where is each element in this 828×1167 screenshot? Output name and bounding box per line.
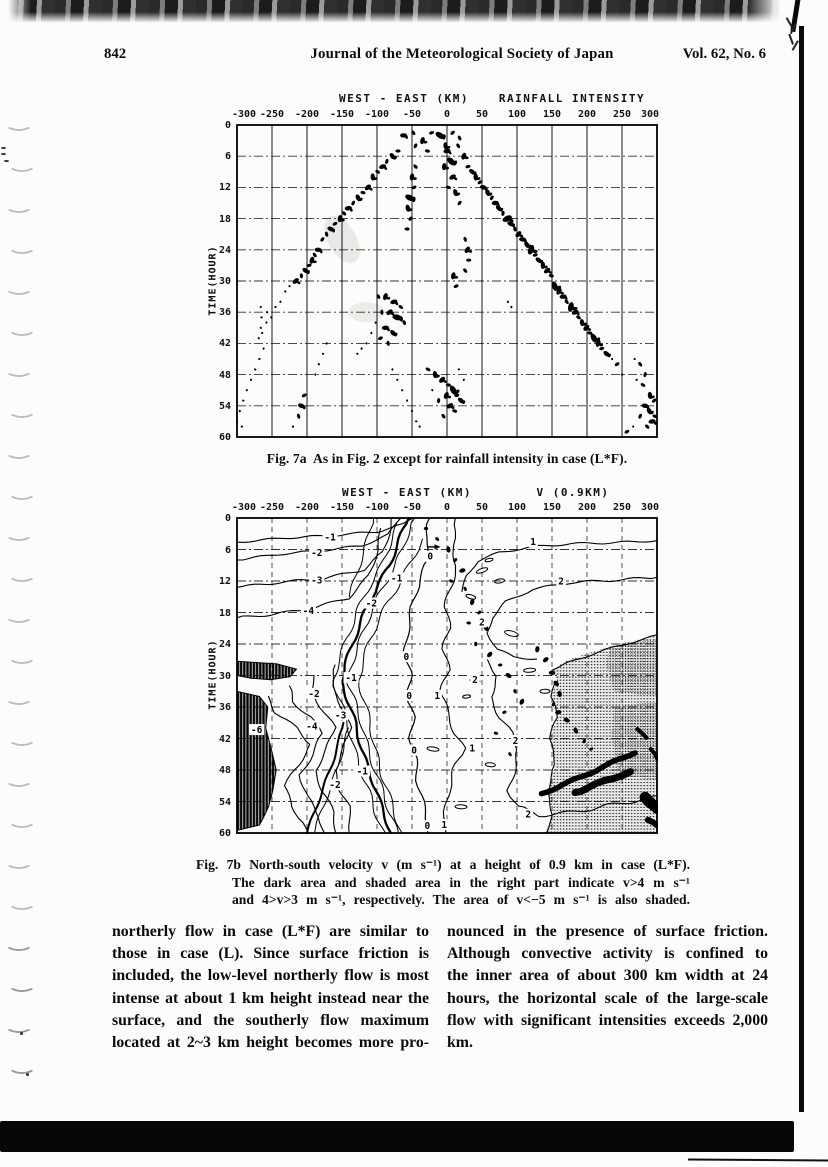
svg-text:-2: -2 xyxy=(308,688,320,700)
x-tick-label: 250 xyxy=(612,502,632,513)
binding-hole xyxy=(5,608,33,623)
y-tick-label: 24 xyxy=(218,244,231,256)
y-tick-label: 6 xyxy=(224,151,231,163)
x-tick-label: -50 xyxy=(402,502,422,513)
svg-text:-1: -1 xyxy=(390,573,403,585)
body-text-line: intense at about 1 km height instead near the xyxy=(112,989,429,1007)
svg-text:1: 1 xyxy=(441,820,448,831)
binding-hole xyxy=(8,403,36,418)
body-text-line: included, the low-level northerly flow is most xyxy=(112,967,429,985)
scan-hairline xyxy=(688,1159,828,1162)
binding-hole xyxy=(8,649,36,664)
y-tick-label: 60 xyxy=(218,432,231,443)
binding-hole xyxy=(5,526,33,541)
ink-speck xyxy=(26,1073,29,1076)
journal-title: Journal of the Meteorological Society of Japan xyxy=(310,46,614,62)
margin-speck xyxy=(1,147,6,149)
binding-hole xyxy=(5,772,33,787)
y-tick-label: 6 xyxy=(224,544,231,556)
binding-hole xyxy=(5,198,33,213)
svg-text:1: 1 xyxy=(530,537,536,549)
svg-text:2: 2 xyxy=(512,736,519,747)
y-tick-label: 48 xyxy=(218,765,231,776)
y-tick-label: 12 xyxy=(218,182,231,194)
svg-text:-1: -1 xyxy=(345,673,357,684)
fig7a-caption: Fig. 7a As in Fig. 2 except for rainfall intensity in case (L*F). xyxy=(266,451,628,466)
y-tick-label: 18 xyxy=(218,607,231,619)
x-tick-label: 250 xyxy=(612,109,632,120)
x-tick-label: 300 xyxy=(640,502,660,513)
y-tick-label: 42 xyxy=(218,338,231,350)
x-tick-label: -150 xyxy=(329,109,355,120)
margin-speck xyxy=(1,153,6,155)
binding-hole xyxy=(5,854,33,869)
svg-text:0: 0 xyxy=(403,652,410,663)
svg-text:-4: -4 xyxy=(302,605,315,617)
y-tick-label: 30 xyxy=(218,276,231,287)
scan-noise-band xyxy=(8,0,780,24)
binding-hole xyxy=(8,567,36,582)
binding-hole xyxy=(8,321,36,336)
fig7b-caption-line: The dark area and shaded area in the right part indicate v>4 m s⁻¹ xyxy=(232,874,690,890)
x-tick-label: 200 xyxy=(577,109,597,120)
binding-hole xyxy=(5,280,33,295)
scan-black-bar xyxy=(0,1121,794,1152)
x-tick-label: -50 xyxy=(402,109,422,120)
svg-text:-2: -2 xyxy=(365,598,378,610)
fig7b-caption-line: Fig. 7b North-south velocity v (m s⁻¹) at a height of 0.9 km in case (L*F). xyxy=(196,857,690,872)
x-tick-label: 50 xyxy=(475,502,489,513)
y-tick-label: 36 xyxy=(218,702,231,713)
page-header xyxy=(0,46,828,66)
x-tick-label: 100 xyxy=(507,502,527,513)
volume-issue: Vol. 62, No. 6 xyxy=(682,46,766,62)
body-text-line: northerly flow in case (L*F) are similar to xyxy=(112,923,429,940)
svg-text:2: 2 xyxy=(472,675,478,687)
y-tick-label: 36 xyxy=(218,307,231,319)
x-tick-label: 100 xyxy=(507,109,527,120)
x-tick-label: -200 xyxy=(294,109,320,120)
fig7b-caption-line: and 4>v>3 m s⁻¹, respectively. The area of v<−5 m s⁻¹ is also shaded. xyxy=(232,892,690,907)
x-tick-label: 150 xyxy=(542,109,562,120)
y-tick-label: 54 xyxy=(218,400,231,412)
binding-hole xyxy=(8,1059,36,1074)
binding-hole xyxy=(5,362,33,377)
body-text-line: km. xyxy=(447,1034,473,1052)
svg-text:-4: -4 xyxy=(306,721,318,733)
svg-text:0: 0 xyxy=(427,551,434,563)
y-tick-label: 60 xyxy=(218,828,231,839)
x-tick-label: 0 xyxy=(443,502,451,513)
fig7b-yaxis-label: TIME(HOUR) xyxy=(207,639,219,710)
x-tick-label: 0 xyxy=(443,109,451,120)
margin-speck xyxy=(4,160,9,162)
svg-text:2: 2 xyxy=(558,576,564,588)
fig7b-series-title: V (0.9KM) xyxy=(536,486,610,499)
x-tick-label: -250 xyxy=(259,502,285,513)
x-tick-label: 50 xyxy=(475,109,489,120)
svg-text:2: 2 xyxy=(525,809,532,821)
ink-speck xyxy=(20,1032,23,1035)
y-tick-label: 42 xyxy=(218,733,231,745)
y-tick-label: 12 xyxy=(218,576,231,587)
svg-text:0: 0 xyxy=(406,690,413,702)
svg-text:0: 0 xyxy=(424,821,431,833)
x-tick-label: 150 xyxy=(542,502,562,513)
fig7b-plot xyxy=(236,517,658,834)
svg-text:2: 2 xyxy=(479,617,485,629)
body-text-line: the inner area of about 300 km width at 24 xyxy=(447,967,768,985)
svg-text:-1: -1 xyxy=(324,532,336,544)
svg-text:-6: -6 xyxy=(250,724,263,736)
y-tick-label: 0 xyxy=(224,120,231,131)
body-text-line: those in case (L). Since surface friction is xyxy=(112,945,429,963)
svg-text:0: 0 xyxy=(411,745,417,757)
x-tick-label: -150 xyxy=(329,502,355,513)
binding-hole xyxy=(8,895,36,910)
x-tick-label: -100 xyxy=(364,109,390,120)
x-tick-label: -200 xyxy=(294,502,320,513)
fig7a-xaxis-title: WEST - EAST (KM) xyxy=(339,92,469,105)
x-tick-label: -300 xyxy=(231,109,257,120)
y-tick-label: 18 xyxy=(218,213,231,225)
y-tick-label: 48 xyxy=(218,369,231,381)
page-edge-line xyxy=(799,26,804,1112)
body-text-line: surface, and the southerly flow maximum xyxy=(112,1011,429,1029)
body-column-left xyxy=(112,921,429,1054)
svg-text:1: 1 xyxy=(469,743,476,755)
binding-hole xyxy=(5,1018,33,1033)
fig7a-yaxis-label: TIME(HOUR) xyxy=(207,245,219,316)
body-text-line: hours, the horizontal scale of the large-scale xyxy=(447,989,768,1007)
x-tick-label: -100 xyxy=(364,502,390,513)
binding-hole xyxy=(8,485,36,500)
binding-hole xyxy=(5,690,33,705)
body-text-line: Although convective activity is confined to xyxy=(447,945,768,963)
binding-hole xyxy=(8,239,36,254)
svg-text:1: 1 xyxy=(434,690,441,702)
binding-hole xyxy=(8,157,36,172)
body-text-line: flow with significant intensities exceeds 2,000 xyxy=(447,1011,768,1029)
fig7b-xaxis-title: WEST - EAST (KM) xyxy=(342,486,472,499)
binding-hole xyxy=(5,444,33,459)
fig7a-plot xyxy=(236,124,658,438)
y-tick-label: 30 xyxy=(218,670,231,682)
body-text-line: nounced in the presence of surface friction. xyxy=(447,923,768,940)
fig7a-series-title: RAINFALL INTENSITY xyxy=(498,92,646,105)
binding-hole xyxy=(8,977,36,992)
svg-text:-3: -3 xyxy=(311,575,323,587)
y-tick-label: 24 xyxy=(218,639,231,650)
svg-text:-1: -1 xyxy=(356,766,369,778)
x-tick-label: -300 xyxy=(231,502,257,513)
body-column-right xyxy=(447,921,768,1054)
binding-hole xyxy=(5,936,33,951)
x-tick-label: 300 xyxy=(640,109,660,120)
y-tick-label: 54 xyxy=(218,796,231,808)
binding-hole xyxy=(8,731,36,746)
x-tick-label: -250 xyxy=(259,109,285,120)
page-number: 842 xyxy=(104,46,127,62)
binding-hole xyxy=(5,116,33,131)
y-tick-label: 0 xyxy=(224,513,231,524)
x-tick-label: 200 xyxy=(577,502,597,513)
svg-text:-2: -2 xyxy=(329,780,341,792)
svg-text:-2: -2 xyxy=(311,548,323,560)
binding-hole xyxy=(8,813,36,828)
svg-text:-3: -3 xyxy=(334,710,347,722)
body-text-line: located at 2~3 km height becomes more pro- xyxy=(112,1034,429,1052)
